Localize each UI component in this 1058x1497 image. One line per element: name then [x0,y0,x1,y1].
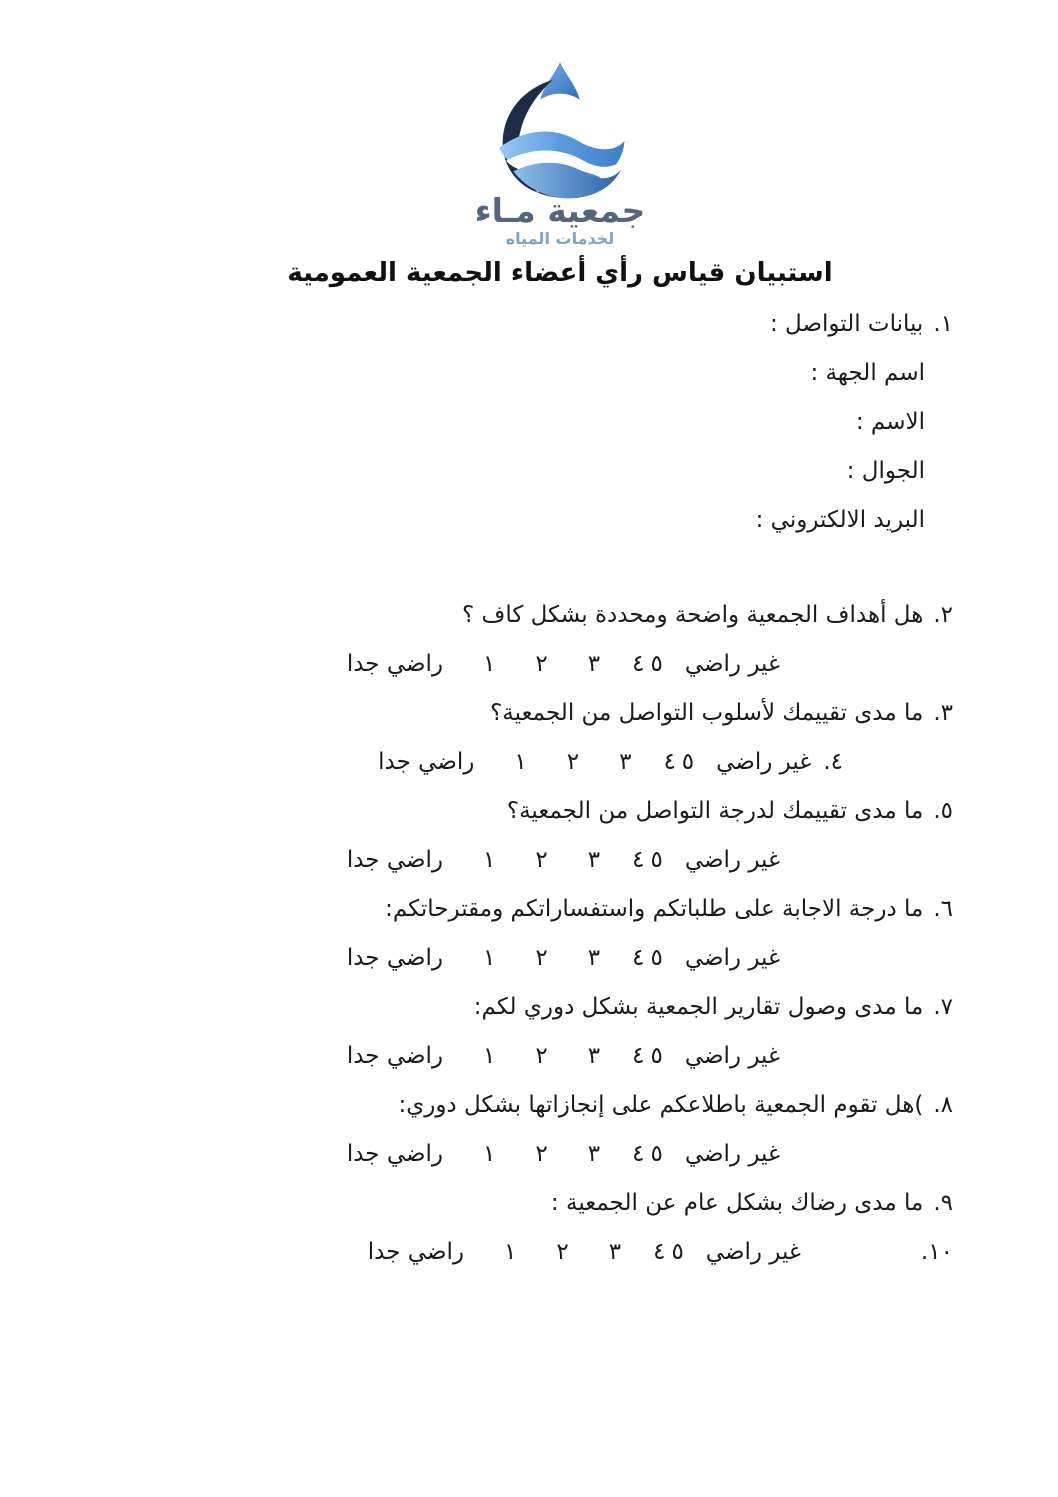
rating-scale-row [0,1228,1058,1277]
scale-point-3: ٣ [587,1043,601,1070]
scale-point-4: ٤ [632,651,645,678]
contact-field-entity-name: اسم الجهة : [810,360,925,387]
scale-point-5: ٥ [650,1141,663,1168]
question-text: )هل تقوم الجمعية باطلاعكم على إنجازاتها بشكل دوري: [398,1092,924,1119]
rating-scale-row [0,738,1058,787]
scale-high-label: راضي جدا [346,847,444,874]
scale-point-1: ١ [483,1043,496,1070]
water-drop-swirl-icon [452,62,668,200]
scale-high-label: راضي جدا [346,1141,444,1168]
scale-point-4: ٤ [632,1141,645,1168]
scale-point-4: ٤ [632,847,645,874]
question-text: ما مدى تقييمك لأسلوب التواصل من الجمعية؟ [490,700,924,727]
scale-point-3: ٣ [619,749,632,776]
list-number: ٣. [933,700,953,727]
scale-point-3: ٣ [587,847,601,874]
section-gap [0,545,1058,591]
scale-point-2: ٢ [556,1239,569,1266]
list-number: ٢. [933,602,953,629]
rating-scale [347,1043,780,1069]
contact-field-mobile: الجوال : [846,458,925,485]
scale-point-3: ٣ [608,1239,622,1266]
scale-point-5: ٥ [650,945,663,972]
scale-low-label: غير راضي [684,1043,780,1070]
scale-point-1: ١ [514,749,527,776]
scale-point-3: ٣ [587,945,601,972]
scale-point-2: ٢ [535,1043,548,1070]
question-item [0,1081,1058,1130]
scale-point-1: ١ [483,651,496,678]
scale-point-2: ٢ [535,651,548,678]
logo [452,62,668,248]
scale-point-5: ٥ [650,651,663,678]
rating-scale-row [0,934,1058,983]
survey-body [0,300,1058,1277]
logo-name: جمعية مـاء [474,191,646,230]
contact-heading-text: بيانات التواصل : [769,311,924,338]
scale-point-4: ٤ [632,1043,645,1070]
rating-scale-row [0,1032,1058,1081]
rating-scale [368,1239,801,1265]
list-number: ١. [933,311,953,338]
scale-high-label: راضي جدا [346,651,444,678]
rating-scale [347,847,780,873]
list-number: ٧. [933,994,953,1021]
contact-field-email: البريد الالكتروني : [755,507,925,534]
scale-point-4: ٤ [653,1239,666,1266]
scale-high-label: راضي جدا [367,1239,464,1266]
rating-scale-row [0,836,1058,885]
scale-point-3: ٣ [587,1141,601,1168]
question-item [0,787,1058,836]
scale-point-2: ٢ [535,847,548,874]
scale-low-label: غير راضي [684,945,780,972]
scale-point-1: ١ [483,847,496,874]
rating-scale-row [0,640,1058,689]
list-number: ٤. [823,749,843,776]
scale-high-label: راضي جدا [346,945,444,972]
scale-point-2: ٢ [535,1141,548,1168]
rating-scale [347,651,780,677]
scale-high-label: راضي جدا [378,749,475,776]
question-text: هل أهداف الجمعية واضحة ومحددة بشكل كاف ؟ [461,602,924,629]
list-number: ٦. [933,896,953,923]
scale-point-1: ١ [483,945,496,972]
list-number: ١٠. [920,1239,953,1266]
contact-field-name: الاسم : [855,409,925,436]
question-item [0,689,1058,738]
list-number: ٨. [933,1092,953,1119]
question-item [0,591,1058,640]
scale-point-5: ٥ [650,1043,663,1070]
question-text: ما درجة الاجابة على طلباتكم واستفساراتكم ومقترحاتكم: [385,896,924,923]
scale-low-label: غير راضي [705,1239,801,1266]
scale-point-4: ٤ [663,749,676,776]
scale-point-5: ٥ [671,1239,684,1266]
scale-low-label: غير راضي [684,651,780,678]
question-text: ما مدى رضاك بشكل عام عن الجمعية : [550,1190,924,1217]
page-title: استبيان قياس رأي أعضاء الجمعية العمومية [287,258,833,289]
scale-low-label: غير راضي [684,847,780,874]
contact-section-heading [0,300,1058,349]
question-item [0,885,1058,934]
scale-point-1: ١ [483,1141,496,1168]
question-text: ما مدى تقييمك لدرجة التواصل من الجمعية؟ [506,798,924,825]
question-item [0,1179,1058,1228]
rating-scale-row [0,1130,1058,1179]
scale-point-5: ٥ [650,847,663,874]
scale-low-label: غير راضي [684,1141,780,1168]
scale-point-5: ٥ [681,749,695,776]
scale-point-3: ٣ [587,651,601,678]
scale-point-2: ٢ [566,749,580,776]
list-number: ٥. [933,798,953,825]
scale-point-2: ٢ [535,945,548,972]
scale-high-label: راضي جدا [346,1043,444,1070]
list-number: ٩. [933,1190,953,1217]
header [0,0,1058,288]
rating-scale [378,749,811,775]
question-text: ما مدى وصول تقارير الجمعية بشكل دوري لكم: [473,994,924,1021]
logo-subtitle: لخدمات المياه [505,229,615,248]
scale-low-label: غير راضي [716,749,812,776]
rating-scale [347,945,780,971]
scale-point-4: ٤ [632,945,645,972]
scale-point-1: ١ [504,1239,517,1266]
question-item [0,983,1058,1032]
rating-scale [347,1141,780,1167]
